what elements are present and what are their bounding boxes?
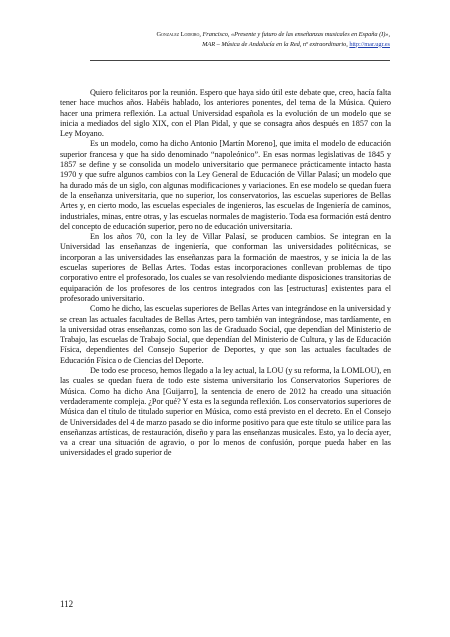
paragraph: En los años 70, con la ley de Villar Palasí, se producen cambios. Se integran en la Universidad las enseñanzas de ingeniería, que conforman las universidades politécnicas, se incorporan a las universidades las enseñanzas para la formación de maestros, y se inicia la de las escuelas superiores de Bellas Artes. Todas estas incorporaciones conllevan problemas de tipo corporativo entre el profesorado, los cuales se van resolviendo mediante disposiciones transitorias de equiparación de los profesores de los centros integrados con las [estructuras] existentes para el profesorado universitario. (60, 232, 391, 303)
header-divider (90, 60, 390, 61)
paragraph: Es un modelo, como ha dicho Antonio [Martín Moreno], que imita el modelo de educación superior francesa y que ha sido denominado “napoleónico”. En esas normas legislativas de 1845 y 1857 se define y se consolida un modelo universitario que permanece prácticamente intacto hasta 1970 y que sufre algunos cambios con la Ley General de Educación de Villar Palasí; un modelo que ha durado más de un siglo, con algunas modificaciones y variaciones. En ese modelo se quedan fuera de la enseñanza universitaria, que no superior, los conservatorios, las escuelas superiores de Bellas Artes y, en cierto modo, las escuelas especiales de ingenieros, las escuelas de Ingeniería de caminos, industriales, minas, entre otras, y las escuelas normales de magisterio. Toda esa formación está dentro del concepto de educación superior, pero no de educación universitaria. (60, 139, 391, 231)
journal-link[interactable]: http://mar.ugr.es (349, 40, 390, 48)
paragraph: De todo ese proceso, hemos llegado a la ley actual, la LOU (y su reforma, la LOMLOU), en las cuales se quedan fuera de todo este sistema universitario los Conservatorios Superiores de Música. Como ha dicho Ana [Guijarro], la sentencia de enero de 2012 ha creado una situación verdaderamente compleja. ¿Por qué? Y esta es la segunda reflexión. Los conservatorios superiores de Música dan el título de titulado superior en Música, como está previsto en el decreto. En el Consejo de Universidades del 4 de marzo pasado se dio informe positivo para que este título se utilice para las enseñanzas artísticas, de restauración, diseño y para las enseñanzas musicales. Esto, ya lo decía ayer, va a crear una situación de agravio, o por lo menos de confusión, porque pueda haber en las universidades el grado superior de (60, 366, 391, 458)
paragraph: Quiero felicitaros por la reunión. Espero que haya sido útil este debate que, creo, hacía falta tener hace muchos años. Habéis hablado, los anteriores ponentes, del tema de la Música. Quiero hacer una primera reflexión. La actual Universidad española es la evolución de un modelo que se inicia a mediados del siglo XIX, con el Plan Pidal, y que se consagra años después en 1857 con la Ley Moyano. (60, 88, 391, 139)
page-number: 112 (60, 599, 74, 609)
header-journal-line (70, 40, 390, 50)
header-citation: , Francisco, «Presente y futuro de las enseñanzas musicales en España (I)», (199, 31, 390, 38)
header-author: Gonzalez Lodeiro (156, 31, 200, 38)
paragraph: Como he dicho, las escuelas superiores de Bellas Artes van integrándose en la universidad y se crean las actuales facultades de Bellas Artes, pero también van integrándose, mas tardíamente, en la universidad otras enseñanzas, como son las de Graduado Social, que dependían del Ministerio de Trabajo, las escuelas de Trabajo Social, que dependían del Ministerio de Cultura, y las de Educación Física, dependientes del Consejo Superior de Deportes, y que son las actuales facultades de Educación Física o de Ciencias del Deporte. (60, 304, 391, 365)
header-journal: MAR – Música de Andalucía en la Red, nº extraordinario, (202, 40, 350, 48)
running-header (70, 30, 390, 49)
header-citation-line (70, 30, 390, 40)
article-body (60, 88, 391, 459)
